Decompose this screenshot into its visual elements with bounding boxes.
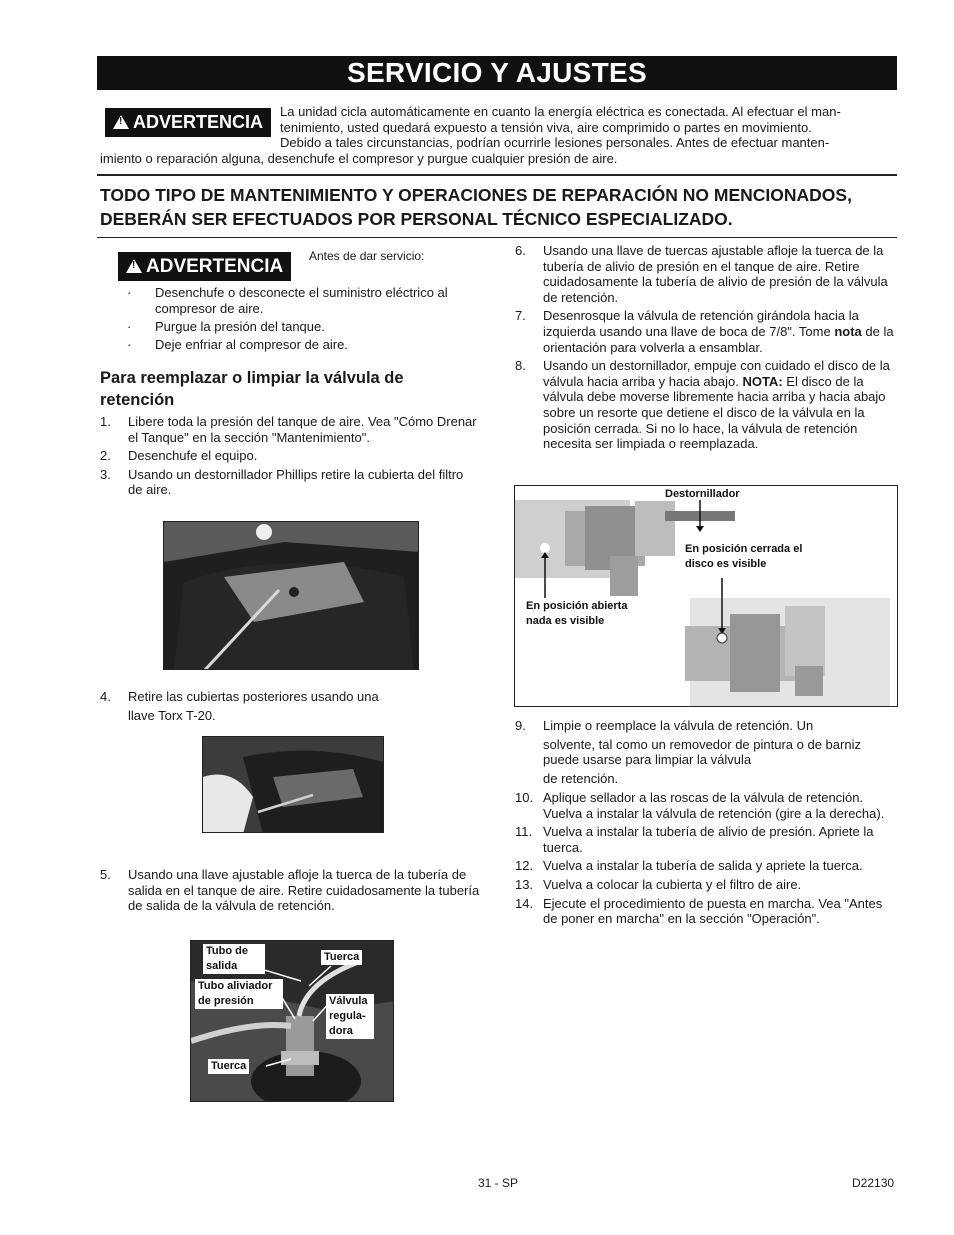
warning-badge-service [118,252,291,281]
service-bullets [125,285,485,355]
warning-line: tenimiento, usted quedará expuesto a tensión viva, aire comprimido o partes en movimiento. [280,119,812,135]
label-screwdriver: Destornillador [665,488,740,500]
maintenance-notice [100,183,900,231]
document-code: D22130 [852,1176,895,1190]
photo-air-filter-illustration [164,522,419,670]
label-closed-position: En posición cerrada el disco es visible [685,543,803,570]
page-number: 31 - SP [478,1176,519,1190]
section-title: Para reemplazar o limpiar la válvula de retención [100,369,404,409]
step-item: 8. Usando un destornillador, empuje con cuidado el disco de la válvula hacia arriba y hacia abajo. NOTA: El disco de la válvula debe moverse libremente hacia arriba y hacia abajo sobre un resorte que detiene el disco de la válvula en la posición cerrada. Si no lo hace, la válvula de retención necesita ser limpiada o reemplazada. [515,358,890,452]
step-5 [100,867,480,917]
warning-line: Debido a tales circunstancias, podrían ocurrirle lesiones personales. Antes de efectuar manten- [280,135,830,151]
step-9: 9. Limpie o reemplace la válvula de retención. Un solvente, tal como un removedor de pintura o de barniz puede usarse para limpiar la válvula de retención. [515,718,861,786]
warning-label: ADVERTENCIA [146,256,284,277]
step-item: 7. Desenrosque la válvula de retención girándola hacia la izquierda usando una llave de boca de 7/8". Tome nota de la orientación para volverla a ensamblar. [515,308,894,355]
service-intro: Antes de dar servicio: [309,249,425,263]
warning-label: ADVERTENCIA [133,112,264,132]
step-item: 12. Vuelva a instalar la tubería de salida y apriete la tuerca. [515,858,863,874]
step-item: 2. Desenchufe el equipo. [100,448,258,464]
photo-rear-covers-illustration [203,737,384,833]
photo-rear-covers [202,736,384,833]
steps-left-a [100,414,480,501]
label-nut-top: Tuerca [321,950,362,965]
label-outlet-tube: Tubo de salida [203,944,265,974]
steps-right-a [515,243,900,455]
notice-line-1: TODO TIPO DE MANTENIMIENTO Y OPERACIONES DE REPARACIÓN NO MENCIONADOS, [100,185,852,205]
step-item: 5. Usando una llave ajustable afloje la tuerca de la tubería de salida en el tanque de aire. Retire cuidadosamente la tubería de salida de la válvula de retención. [100,867,480,914]
warning-line: La unidad cicla automáticamente en cuanto la energía eléctrica es conectada. Al efectuar el man- [280,104,841,119]
notice-line-2: DEBERÁN SER EFECTUADOS POR PERSONAL TÉCNICO ESPECIALIZADO. [100,209,733,229]
list-item: · Deje enfriar al compresor de aire. [125,337,485,353]
steps-right-b [515,790,900,930]
figure-check-valve [514,485,898,707]
step-item: 6. Usando una llave de tuercas ajustable afloje la tuerca de la tubería de alivio de presión en el tanque de aire. Retire cuidadosamente la tubería de alivio de presión de la válvula de retención. [515,243,888,305]
warning-line: imiento o reparación alguna, desenchufe el compresor y purgue cualquier presión de aire. [100,150,618,166]
step-item: 13. Vuelva a colocar la cubierta y el filtro de aire. [515,876,802,892]
list-item: · Desenchufe o desconecte el suministro eléctrico al compresor de aire. [125,285,485,316]
label-relief-tube: Tubo aliviador de presión [195,979,283,1009]
label-regulator-valve: Válvula regula- dora [326,994,374,1039]
page-title: SERVICIO Y AJUSTES [97,56,897,90]
step-4: 4. Retire las cubiertas posteriores usando una llave Torx T-20. [100,689,379,723]
label-open-position: En posición abierta nada es visible [526,599,651,629]
photo-air-filter-cover [163,521,419,670]
valve-illustration [515,486,898,707]
step-item: 11. Vuelva a instalar la tubería de alivio de presión. Apriete la tuerca. [515,824,874,855]
warning-text-top [100,104,897,166]
step-item: 3. Usando un destornillador Phillips retire la cubierta del filtro de aire. [100,466,464,498]
divider-mid [97,237,897,238]
list-item: · Purgue la presión del tanque. [125,319,485,335]
label-nut-bottom: Tuerca [208,1059,249,1074]
divider-top [97,174,897,176]
photo-outlet-tubing [190,940,394,1102]
step-item: 14. Ejecute el procedimiento de puesta en marcha. Vea "Antes de poner en marcha" en la sección "Operación". [515,895,883,927]
step-item: 1. Libere toda la presión del tanque de aire. Vea "Cómo Drenar el Tanque" en la sección "Mantenimiento". [100,414,477,445]
warning-triangle-icon [126,259,142,273]
step-item: 10. Aplique sellador a las roscas de la válvula de retención. Vuelva a instalar la válvula de retención (gire a la derecha). [515,790,885,821]
